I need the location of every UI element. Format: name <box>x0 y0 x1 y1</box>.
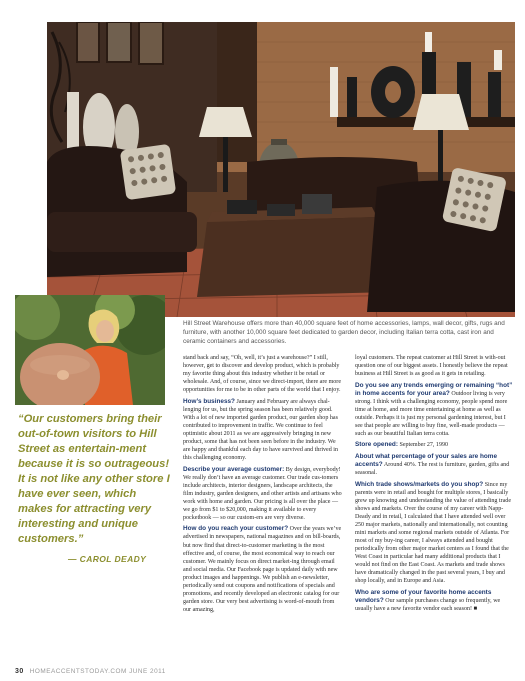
question: Who are some of your favorite home accents vendors? <box>355 588 492 604</box>
qa-customer <box>183 466 343 522</box>
question: Store opened: <box>355 441 398 449</box>
answer: Our sample purchases change so frequently, we usually have a new favorite vendor each season! ■ <box>355 597 501 612</box>
qa-trends <box>355 382 515 438</box>
paragraph: stand back and say, “Oh, well, it’s just a warehouse?” I still, however, get to discover and develop product, which is probably my favorite thing about this industry whether it be retail or wholesale. And, of course, since we direct-import, there are more opportunities for me to be in other parts of the world that I enjoy. <box>183 355 341 394</box>
footer-source: HOMEACCENTSTODAY.COM JUNE 2011 <box>29 668 166 675</box>
showroom-photo <box>47 22 515 317</box>
question: How do you reach your customer? <box>183 525 289 533</box>
answer: January and February are always chal-lenging for us, but the spring season has been relatively good. With a lot of new imported garden product, our garden shop has contributed to improvement in traffic. We continue to feel optimistic about 2011 as we are aggressively bringing in new product, some that has not been seen before in the industry. We are happy and thankful each day to have survived and thrived in this challenging economy. <box>183 398 338 462</box>
answer: September 27, 1990 <box>397 442 449 449</box>
article-column-1 <box>183 354 343 617</box>
article-column-2 <box>355 354 515 616</box>
question: About what percentage of your sales are home accents? <box>355 453 498 469</box>
question: Describe your average customer: <box>183 465 285 473</box>
question: Do you see any trends emerging or remaining “hot” in home accents for your area? <box>355 381 513 397</box>
pull-quote: “Our customers bring their out-of-town visitors to Hill Street as entertain-ment because it is so outrageous! It is not like any other store I have ever seen, which makes for attracting very interesting and unique customers.” <box>18 413 170 545</box>
answer: Around 40%. The rest is furniture, garden, gifts and seasonal. <box>355 462 510 477</box>
qa-opened <box>355 441 515 449</box>
page-number: 30 <box>15 668 24 675</box>
pull-quote-attribution: — CAROL DEADY <box>68 554 147 564</box>
page-footer <box>15 668 166 675</box>
qa-vendors <box>355 589 515 613</box>
paragraph: loyal customers. The repeat customer at Hill Street is with-out question one of our biggest assets. I honestly believe the repeat business at Hill Street is as good as it gets in retailing. <box>355 355 508 378</box>
answer: Outdoor living is very strong. I think with a challenging economy, people spend more time at home, and more time entertaining at home as well as outside. Perhaps it is just my personal gardening interest, but I see that people are willing to buy fine, well-made products — such as our beautiful Italian terra cotta. <box>355 390 508 437</box>
question: Which trade shows/markets do you shop? <box>355 480 484 488</box>
answer: By design, everybody! We really don’t have an average customer. Our trade cus-tomers include architects, interior designers, landscape architects, the film industry, garden designers, and other artists and artisans who work with home and garden. Our pricing is all over the place — we go from $1 to $20,000, making it available to every pocketbook — so our custom-ers are very diverse. <box>183 466 342 521</box>
photo-caption: Hill Street Warehouse offers more than 40,000 square feet of home accessories, lamps, wall decor, gifts, rugs and furniture, with another 10,000 square feet dedicated to garden decor, including Italian terra cotta, cast iron and ceramic containers and accessories. <box>183 320 505 345</box>
qa-percentage <box>355 453 515 477</box>
portrait-photo <box>15 295 165 405</box>
qa-trade-shows <box>355 481 515 586</box>
qa-reach <box>183 525 343 614</box>
qa-business <box>183 398 343 462</box>
question: How’s business? <box>183 397 235 405</box>
answer: Over the years we’ve advertised in newspapers, national magazines and on bill-boards, but now find that direct-to-customer marketing is the most effective and, of course, the most economical way to reach our customer. We mainly focus on direct market-ing through email and social media. Our Facebook page is updated daily with new product images and happenings. We publish an e-newsletter, periodically send out coupons and notifications of specials and promotions, and recently developed an electronic catalog for our garden store. Our very best advertising is word-of-mouth from our amazing, <box>183 526 342 613</box>
answer: Since my parents were in retail and bought for multiple stores, I basically grew up knowing and understanding the value of attending trade shows and markets. Over the course of my career with Napp-Deady and in retail, I calculated that I have attended well over 250 major markets, nationally and internationally, not counting mini markets and some regional markets outside of Atlanta. For most of my buy-ing career, I always attended and bought periodically from other major market centers as I found that the West Coast in particular had many additional products that I would not find on the East Coast. As markets and trade shows have dramatically changed in the past several years, I buy and shop locally, and in Europe and Asia. <box>355 481 511 585</box>
